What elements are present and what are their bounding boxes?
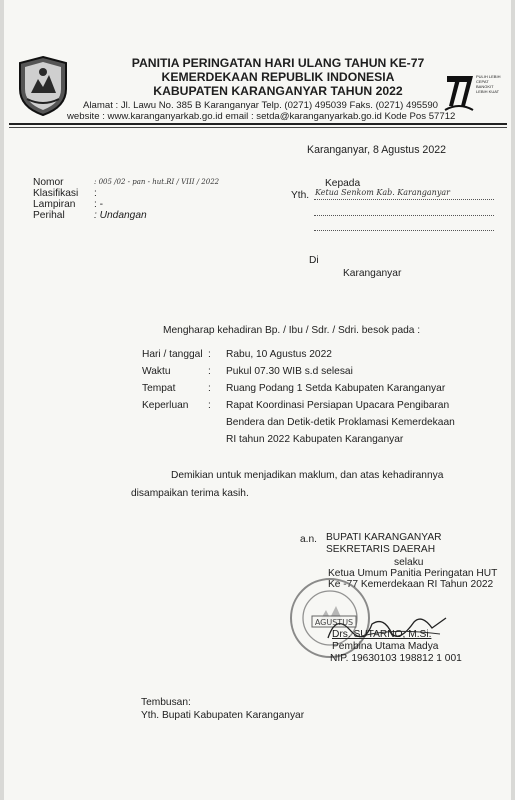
keperluan-value-cont-2: RI tahun 2022 Kabupaten Karanganyar bbox=[226, 434, 404, 445]
letterhead-address: Alamat : Jl. Lawu No. 385 B Karanganyar Telp. (0271) 495039 Faks. (0271) 495590 bbox=[83, 100, 439, 111]
di-label: Di bbox=[309, 255, 319, 266]
recipient-dotted-line-2 bbox=[314, 215, 494, 216]
tempat-colon: : bbox=[208, 383, 211, 394]
closing-line-2: disampaikan terima kasih. bbox=[131, 488, 249, 499]
letterhead-website: website : www.karanganyarkab.go.id email : setda@karanganyarkab.go.id Kode Pos 57712 bbox=[67, 111, 456, 122]
hari-label: Hari / tanggal bbox=[142, 349, 203, 360]
recipient-dotted-line-1 bbox=[314, 199, 494, 200]
letterhead-rule-thin bbox=[9, 127, 507, 128]
yth-label: Yth. bbox=[291, 190, 310, 201]
hari-colon: : bbox=[208, 349, 211, 360]
keperluan-colon: : bbox=[208, 400, 211, 411]
letterhead-line-2: KEMERDEKAAN REPUBLIK INDONESIA bbox=[161, 70, 395, 84]
nomor-label: Nomor bbox=[33, 177, 64, 188]
keperluan-label: Keperluan bbox=[142, 400, 189, 411]
signatory-nip: NIP. 19630103 198812 1 001 bbox=[330, 653, 462, 664]
keperluan-value-cont-1: Bendera dan Detik-detik Proklamasi Kemerdekaan bbox=[226, 417, 455, 428]
closing-line-1: Demikian untuk menjadikan maklum, dan atas kehadirannya bbox=[171, 470, 444, 481]
body-intro: Mengharap kehadiran Bp. / Ibu / Sdr. / Sdri. besok pada : bbox=[163, 325, 421, 336]
keperluan-value: Rapat Koordinasi Persiapan Upacara Pengibaran bbox=[226, 400, 450, 411]
signatory-title-2: SEKRETARIS DAERAH bbox=[326, 544, 436, 555]
regency-crest-logo bbox=[16, 55, 70, 117]
waktu-label: Waktu bbox=[142, 366, 171, 377]
letterhead-line-3: KABUPATEN KARANGANYAR TAHUN 2022 bbox=[153, 84, 403, 98]
hari-value: Rabu, 10 Agustus 2022 bbox=[226, 349, 332, 360]
selaku-label: selaku bbox=[394, 557, 424, 568]
signatory-rank: Pembina Utama Madya bbox=[332, 641, 439, 652]
tempat-label: Tempat bbox=[142, 383, 176, 394]
waktu-value: Pukul 07.30 WIB s.d selesai bbox=[226, 366, 353, 377]
letter-date: Karanganyar, 8 Agustus 2022 bbox=[307, 144, 447, 156]
lampiran-value: : - bbox=[94, 199, 104, 210]
tembusan-item: Yth. Bupati Kabupaten Karanganyar bbox=[141, 710, 305, 721]
lampiran-label: Lampiran bbox=[33, 199, 76, 210]
nomor-value: : 005 /02 - pan - hut.RI / VIII / 2022 bbox=[94, 178, 220, 186]
signatory-name: Drs. SUTARNO, M.Si. bbox=[332, 629, 432, 640]
an-label: a.n. bbox=[300, 534, 317, 545]
perihal-label: Perihal bbox=[33, 210, 65, 221]
waktu-colon: : bbox=[208, 366, 211, 377]
stamp-text: AGUSTUS bbox=[314, 618, 354, 627]
recipient-dotted-line-3 bbox=[314, 230, 494, 231]
klasifikasi-value: : bbox=[94, 188, 97, 199]
signatory-role-2: Ke -77 Kemerdekaan RI Tahun 2022 bbox=[328, 579, 494, 590]
hut-77-tagline: PULIH LEBIH CEPAT BANGKIT LEBIH KUAT bbox=[476, 74, 501, 94]
klasifikasi-label: Klasifikasi bbox=[33, 188, 79, 199]
recipient-city: Karanganyar bbox=[343, 268, 402, 279]
signatory-title-1: BUPATI KARANGANYAR bbox=[326, 532, 442, 543]
perihal-value: : Undangan bbox=[94, 210, 147, 221]
signatory-role-1: Ketua Umum Panitia Peringatan HUT bbox=[328, 568, 498, 579]
recipient-name: Ketua Senkom Kab. Karanganyar bbox=[315, 188, 450, 197]
letterhead-line-1: PANITIA PERINGATAN HARI ULANG TAHUN KE-77 bbox=[131, 56, 425, 70]
tembusan-label: Tembusan: bbox=[141, 697, 191, 708]
kepada-label: Kepada bbox=[325, 178, 361, 189]
letterhead-rule-thick bbox=[9, 123, 507, 125]
tempat-value: Ruang Podang 1 Setda Kabupaten Karanganyar bbox=[226, 383, 446, 394]
letter-page bbox=[4, 0, 511, 800]
